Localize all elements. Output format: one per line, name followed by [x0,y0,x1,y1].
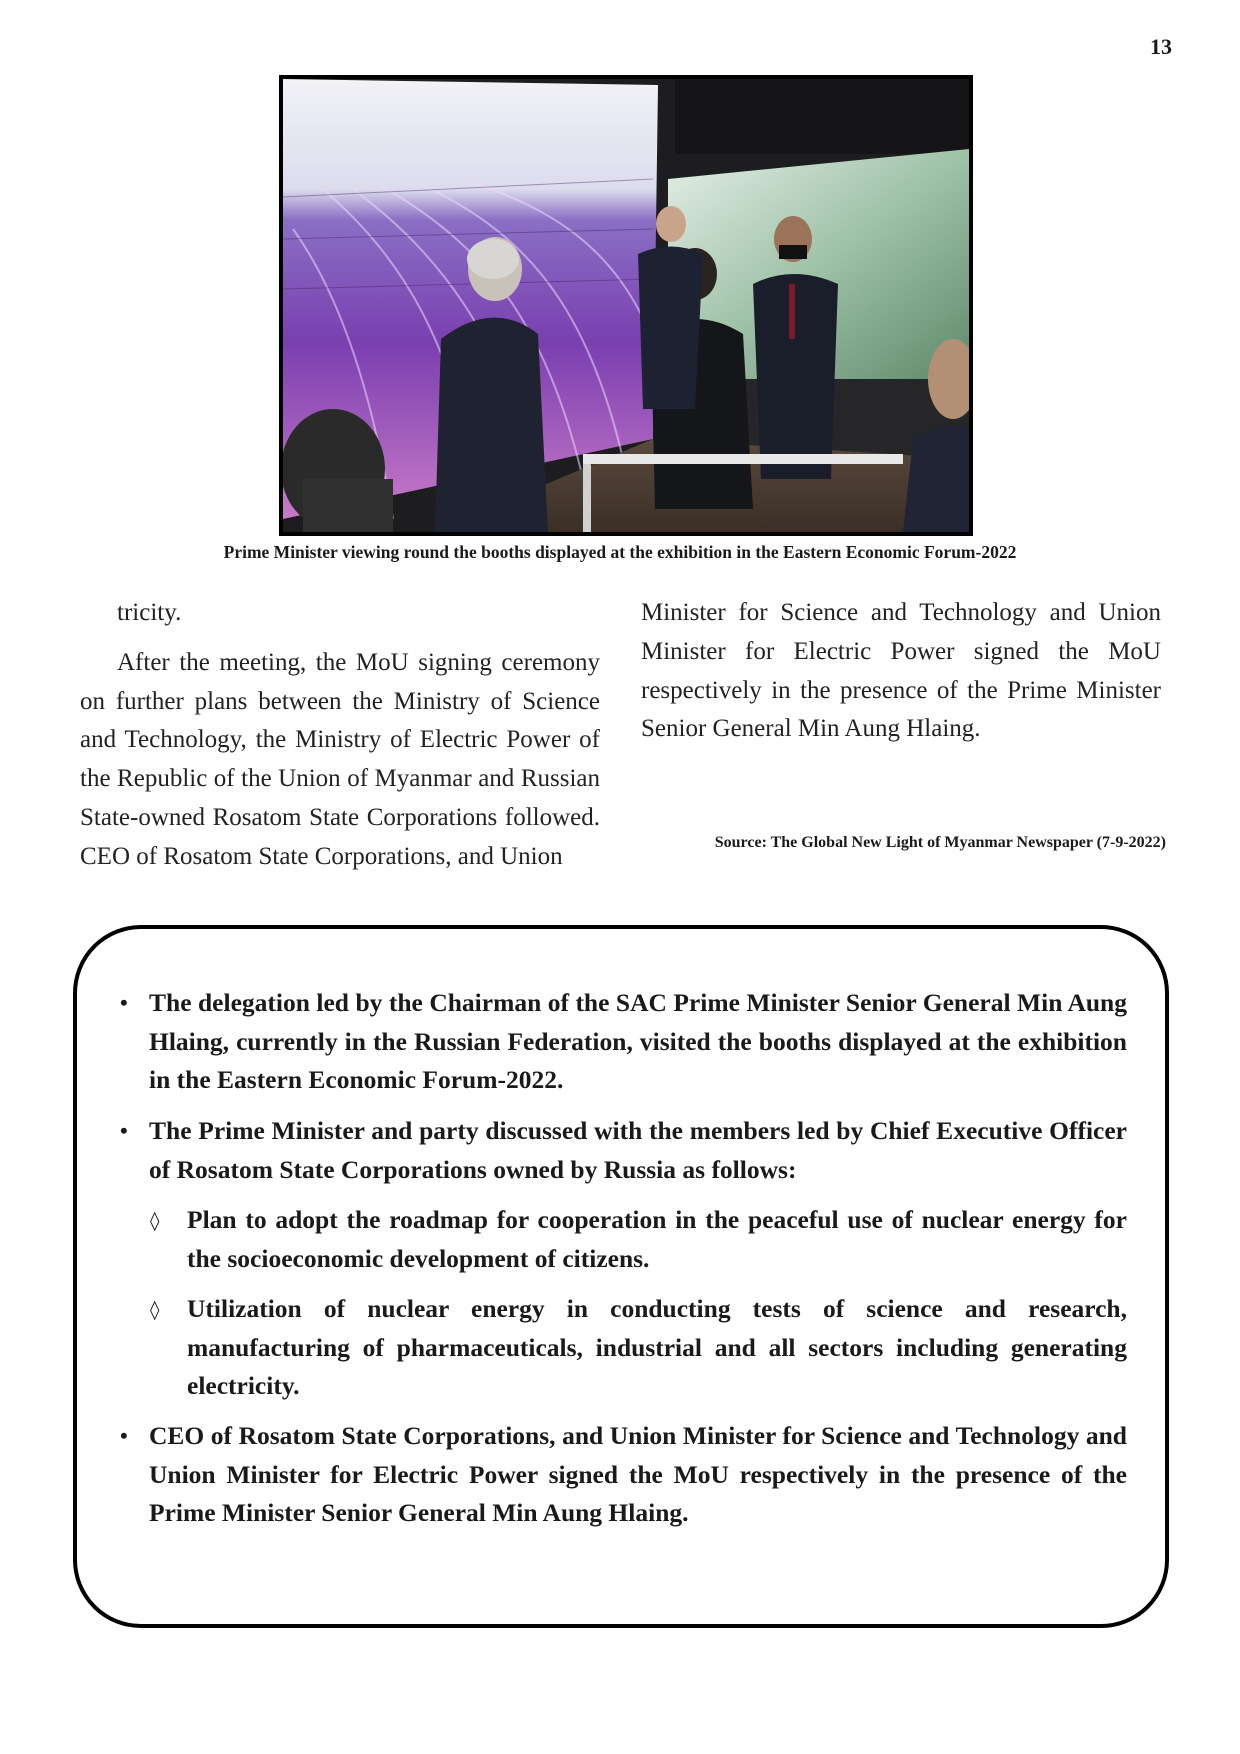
diamond-icon: ◊ [150,1210,160,1232]
article-column-right [641,594,1161,749]
summary-sub-bullet [150,1201,1127,1278]
bullet-icon: • [120,1423,128,1448]
photo-caption: Prime Minister viewing round the booths displayed at the exhibition in the Eastern Economic Forum-2022 [223,542,1017,562]
sub-bullet-text: Utilization of nuclear energy in conducting tests of science and research, manufacturing of pharmaceuticals, industrial and all sectors including generating electricity. [187,1294,1127,1400]
summary-bullet [120,1417,1127,1533]
bullet-text: The Prime Minister and party discussed with the members led by Chief Executive Officer of Rosatom State Corporations owned by Russia as follows: [149,1116,1127,1184]
page-number: 13 [1150,34,1172,59]
summary-bullet [120,984,1127,1100]
bullet-text: The delegation led by the Chairman of the SAC Prime Minister Senior General Min Aung Hlaing, currently in the Russian Federation, visited the booths displayed at the exhibition in the Eastern Economic Forum-2022. [149,988,1127,1094]
bullet-icon: • [120,1118,128,1143]
article-paragraph: Minister for Science and Technology and Union Minister for Electric Power signed the MoU respectively in the presence of the Prime Minister Senior General Min Aung Hlaing. [641,599,1161,743]
summary-sub-bullet [150,1290,1127,1406]
article-paragraph: tricity. [117,599,182,626]
photo-exhibition-booth-icon [283,79,969,532]
bullet-icon: • [120,990,128,1015]
summary-box [73,925,1169,1628]
article-paragraph: After the meeting, the MoU signing ceremony on further plans between the Ministry of Science and Technology, the Ministry of Electric Power of the Republic of the Union of Myanmar and Russian State-owned Rosatom State Corporations followed. CEO of Rosatom State Corporations, and Union [80,648,600,870]
exhibition-photo [279,75,973,536]
bullet-text: CEO of Rosatom State Corporations, and Union Minister for Science and Technology and Union Minister for Electric Power signed the MoU respectively in the presence of the Prime Minister Senior General Min Aung Hlaing. [149,1421,1127,1527]
summary-bullet [120,1112,1127,1189]
source-note: Source: The Global New Light of Myanmar Newspaper (7-9-2022) [714,834,1166,851]
diamond-icon: ◊ [150,1299,160,1321]
sub-bullet-text: Plan to adopt the roadmap for cooperation in the peaceful use of nuclear energy for the socioeconomic development of citizens. [187,1205,1127,1273]
article-column-left [80,594,600,877]
